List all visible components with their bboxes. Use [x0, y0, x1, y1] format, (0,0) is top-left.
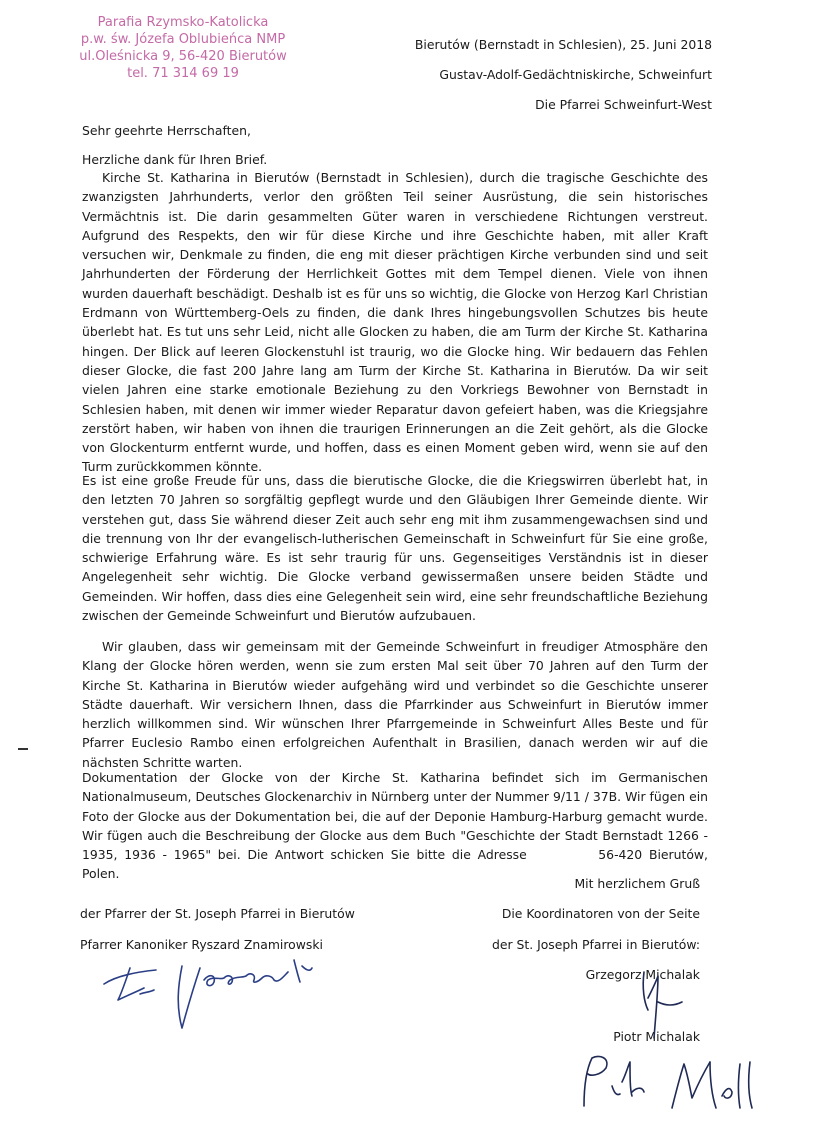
paragraph-4-text: Dokumentation der Glocke von der Kirche St. Katharina befindet sich im Germanischen Nationalmuseum, Deutsches Glockenarchiv in Nürnberg unter der Nummer 9/11 / 37B. Wir fügen ein Foto der Glocke aus der Dokumentation bei, die auf der Deponie Hamburg-Harburg gemacht wurde. Wir fügen auch die Beschreibung der Glocke aus dem Buch "Geschichte der Stadt Bernstadt 1266 - 1935, 1936 - 1965" bei. Die Antwort schicken Sie bitte die Adresse	[82, 770, 708, 863]
paragraph-2: Es ist eine große Freude für uns, dass die bierutische Glocke, die die Kriegswirren überlebt hat, in den letzten 70 Jahren so sorgfältig gepflegt wurde und den Gläubigen Ihrer Gemeinde diente. Wir verstehen gut, dass Sie während dieser Zeit auch sehr eng mit ihm zusammengewachsen sind und die trennung von Ihr der evangelisch-lutherischen Gemeinschaft in Schweinfurt für Sie eine große, schwierige Erfahrung wäre. Es ist sehr traurig für uns. Gegenseitiges Verständnis ist in dieser Angelegenheit sehr wichtig. Die Glocke verband gewissermaßen unsere beiden Städte und Gemeinden. Wir hoffen, dass dies eine Gelegenheit sein wird, eine sehr freundschaftliche Beziehung zwischen der Gemeinde Schweinfurt und Bierutów aufzubauen.	[82, 473, 708, 624]
stamp-line-patron: p.w. św. Józefa Oblubieńca NMP	[80, 32, 286, 47]
letter-header	[415, 30, 712, 120]
thanks-line: Herzliche dank für Ihren Brief.	[82, 152, 268, 167]
stamp-line-phone: tel. 71 314 69 19	[127, 66, 239, 81]
right-signer-name-2: Piotr Michalak	[613, 1029, 700, 1044]
paragraph-3: Wir glauben, dass wir gemeinsam mit der Gemeinde Schweinfurt in freudiger Atmosphäre den Klang der Glocke hören werden, wenn sie zum ersten Mal seit über 70 Jahren auf den Turm der Kirche St. Katharina in Bierutów wieder aufgehäng wird und verbindet so die Geschichte unserer Städte dauerhaft. Wir versichern Ihnen, dass die Pfarrkinder aus Schweinfurt in Bierutów immer herzlich willkommen sind. Wir wünschen Ihrer Pfarrgemeinde in Schweinfurt Alles Beste und für Pfarrer Euclesio Rambo einen erfolgreichen Aufenthalt in Brasilien, danach werden wir auf die nächsten Schritte warten.	[82, 639, 708, 770]
handwritten-signature-michalak	[570, 1036, 770, 1126]
recipient-line-1: Gustav-Adolf-Gedächtniskirche, Schweinfurt	[439, 67, 712, 82]
recipient-line-2: Die Pfarrei Schweinfurt-West	[535, 97, 712, 112]
handwritten-initials-grzegorz	[624, 962, 704, 1042]
handwritten-signature-znamirowski	[96, 946, 326, 1036]
paragraph-1: Kirche St. Katharina in Bierutów (Bernstadt in Schlesien), durch die tragische Geschichte des zwanzigsten Jahrhunderts, verlor den größten Teil seiner Ausrüstung, die sein historisches Vermächtnis ist. Die darin gesammelten Güter waren in verschiedene Richtungen verstreut. Aufgrund des Respekts, den wir für diese Kirche und ihre Geschichte haben, mit aller Kraft versuchen wir, Denkmale zu finden, die eng mit dieser prächtigen Kirche verbunden sind und seit Jahrhunderten der Förderung der Herrlichkeit Gottes mit dem Tempel dienen. Viele von ihnen wurden dauerhaft beschädigt. Deshalb ist es für uns so wichtig, die Glocke von Herzog Karl Christian Erdmann von Württemberg-Oels zu finden, die dank Ihres hingebungsvollen Schutzes bis heute überlebt hat. Es tut uns sehr Leid, nicht alle Glocken zu haben, die am Turm der Kirche St. Katharina hingen. Der Blick auf leeren Glockenstuhl ist traurig, wo die Glocke hing. Wir bedauern das Fehlen dieser Glocke, die fast 200 Jahre lang am Turm der Kirche St. Katharina in Bierutów. Da wir seit vielen Jahren eine starke emotionale Beziehung zu den Vorkriegs Bewohner von Bernstadt in Schlesien haben, mit denen wir immer wieder Reparatur davon gefeiert haben, was die Kriegsjahre zerstört haben, wir haben von ihnen die traurigen Erinnerungen an die Zeit gehört, als die Glocke von Glockenturm entfernt wurde, und hoffen, dass es einen Moment geben wird, wenn sie auf den Turm zurückkommen könnte.	[82, 170, 708, 475]
paragraph-4	[82, 768, 708, 884]
right-signer-title-2: der St. Joseph Pfarrei in Bierutów:	[491, 937, 700, 952]
stamp-line-parish: Parafia Rzymsko-Katolicka	[97, 15, 269, 30]
parish-stamp	[68, 14, 298, 82]
left-signer-name: Pfarrer Kanoniker Ryszard Znamirowski	[80, 937, 323, 952]
right-signer-name-1: Grzegorz Michalak	[585, 967, 700, 982]
paragraph-4-address: 56-420 Bierutów, Polen.	[82, 847, 708, 882]
left-signer-title: der Pfarrer der St. Joseph Pfarrei in Bierutów	[80, 906, 355, 921]
closing: Mit herzlichem Gruß	[574, 876, 700, 891]
right-signer-title-1: Die Koordinatoren von der Seite	[501, 906, 700, 921]
margin-mark	[18, 748, 28, 750]
stamp-line-address: ul.Oleśnicka 9, 56-420 Bierutów	[79, 49, 287, 64]
salutation: Sehr geehrte Herrschaften,	[82, 123, 251, 138]
place-date: Bierutów (Bernstadt in Schlesien), 25. Juni 2018	[414, 37, 712, 52]
